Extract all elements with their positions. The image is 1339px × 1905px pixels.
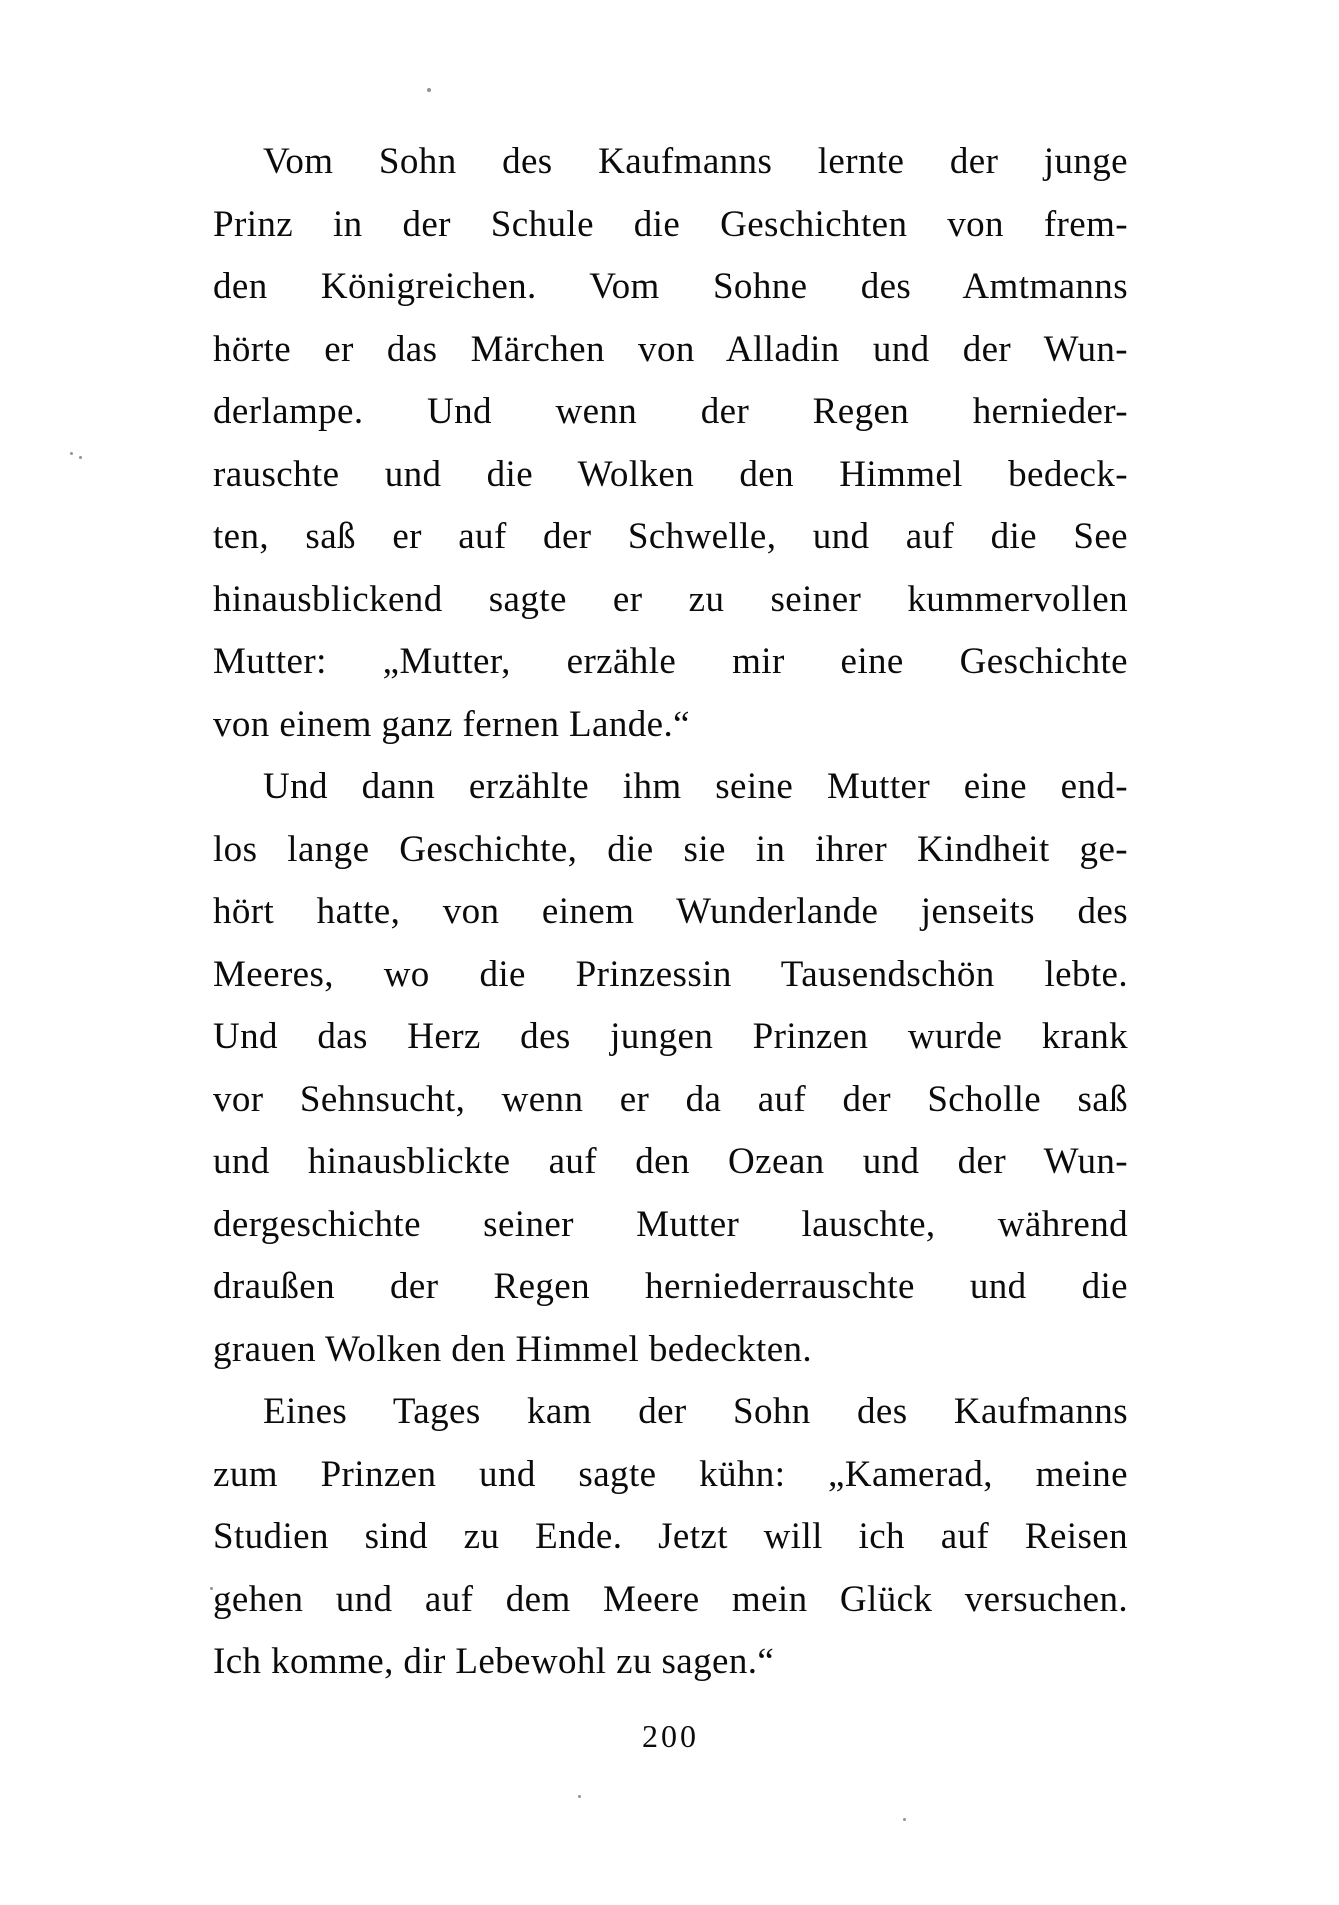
text-line: los lange Geschichte, die sie in ihrer Kindheit ge- xyxy=(213,828,1128,870)
scan-speck xyxy=(427,88,431,92)
text-line: hinausblickend sagte er zu seiner kummervollen xyxy=(213,578,1128,620)
paragraph xyxy=(213,1381,1128,1694)
text-line: zum Prinzen und sagte kühn: „Kamerad, meine xyxy=(213,1453,1128,1495)
text-line: derlampe. Und wenn der Regen hernieder- xyxy=(213,391,1128,432)
scan-speck xyxy=(79,456,82,459)
text-line: ten, saß er auf der Schwelle, und auf die See xyxy=(213,516,1128,557)
text-line: von einem ganz fernen Lande.“ xyxy=(213,703,690,745)
text-line: Mutter: „Mutter, erzähle mir eine Geschichte xyxy=(213,641,1128,682)
text-line: dergeschichte seiner Mutter lauschte, während xyxy=(213,1203,1128,1245)
text-line: gehen und auf dem Meere mein Glück versuchen. xyxy=(213,1578,1128,1620)
text-line: hört hatte, von einem Wunderlande jenseits des xyxy=(213,891,1128,932)
text-line: Meeres, wo die Prinzessin Tausendschön lebte. xyxy=(213,953,1128,995)
text-line: Vom Sohn des Kaufmanns lernte der junge xyxy=(263,141,1128,182)
text-line: Prinz in der Schule die Geschichten von frem- xyxy=(213,203,1128,245)
text-line: Studien sind zu Ende. Jetzt will ich auf Reisen xyxy=(213,1516,1128,1557)
scan-speck xyxy=(578,1795,581,1798)
text-line: vor Sehnsucht, wenn er da auf der Scholle saß xyxy=(213,1078,1128,1120)
text-line: hörte er das Märchen von Alladin und der Wun- xyxy=(213,328,1128,370)
text-line: Eines Tages kam der Sohn des Kaufmanns xyxy=(263,1391,1128,1432)
text-line: draußen der Regen herniederrauschte und die xyxy=(213,1266,1128,1307)
text-line: Ich komme, dir Lebewohl zu sagen.“ xyxy=(213,1641,775,1682)
text-block xyxy=(213,131,1128,1694)
text-line: und hinausblickte auf den Ozean und der Wun- xyxy=(213,1141,1128,1182)
paragraph xyxy=(213,131,1128,756)
text-line: den Königreichen. Vom Sohne des Amtmanns xyxy=(213,266,1128,307)
scan-speck xyxy=(903,1818,906,1821)
text-line: Und das Herz des jungen Prinzen wurde krank xyxy=(213,1016,1128,1057)
text-line: Und dann erzählte ihm seine Mutter eine end- xyxy=(263,766,1128,807)
page-number: 200 xyxy=(642,1718,699,1754)
text-line: rauschte und die Wolken den Himmel bedeck- xyxy=(213,453,1128,495)
scan-speck xyxy=(210,1587,213,1590)
scan-speck xyxy=(70,452,73,455)
text-line: grauen Wolken den Himmel bedeckten. xyxy=(213,1328,813,1370)
paragraph xyxy=(213,756,1128,1381)
